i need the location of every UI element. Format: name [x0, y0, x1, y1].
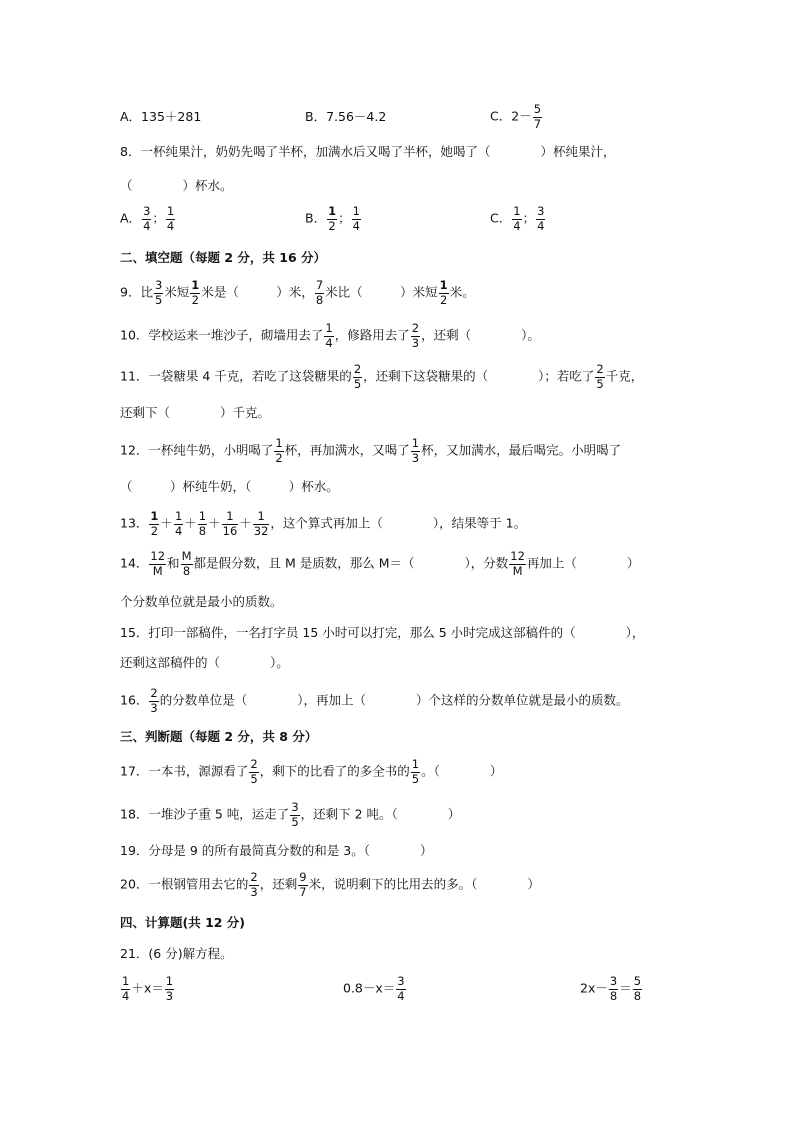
fraction: $\frac{1}{4}$: [166, 204, 175, 233]
question-11-line1: 11．一袋糖果 4 千克，若吃了这袋糖果的 $\frac{2}{5}$ ，还剩下这袋糖果的（ ）；若吃了 $\frac{2}{5}$ 千克，: [120, 362, 644, 391]
fraction: $\frac{5}{8}$: [633, 974, 642, 1003]
fraction: $\frac{1}{2}$: [150, 509, 159, 538]
fraction: $\frac{1}{2}$: [328, 204, 337, 233]
question-14-line2: 个分数单位就是最小的质数。: [120, 594, 283, 609]
fraction: $\frac{1}{4}$: [122, 974, 130, 1003]
fraction: $\frac{3}{4}$: [537, 204, 545, 233]
fraction: $\frac{12}{M}$: [150, 549, 166, 578]
fraction: $\frac{7}{8}$: [315, 278, 324, 307]
equation-2: 0.8－x＝ $\frac{3}{4}$: [343, 974, 405, 1003]
fraction: $\frac{3}{8}$: [609, 974, 618, 1003]
q7-option-a: A．135＋281: [120, 109, 202, 124]
fraction: $\frac{3}{4}$: [397, 974, 405, 1003]
q7-option-c: C．2－ $\frac{5}{7}$: [490, 102, 542, 131]
fraction: $\frac{M}{8}$: [181, 549, 192, 578]
question-18: 18．一堆沙子重 5 吨，运走了 $\frac{3}{5}$ ，还剩下 2 吨。（ ）: [120, 800, 461, 829]
fraction: $\frac{9}{7}$: [299, 870, 307, 899]
question-16: 16． $\frac{2}{3}$ 的分数单位是（ ），再加上（ ）个这样的分数单位就是最小的质数。: [120, 686, 629, 715]
question-14-line1: 14． $\frac{12}{M}$ 和 $\frac{M}{8}$ 都是假分数，且 M 是质数，那么 M＝（ ），分数 $\frac{12}{M}$ 再加上（ ）: [120, 549, 640, 578]
question-8-line2: （ ）杯水。: [120, 178, 233, 193]
fraction: $\frac{1}{5}$: [411, 757, 420, 786]
q7-option-b: B．7.56－4.2: [305, 109, 387, 124]
fraction: $\frac{5}{7}$: [533, 102, 542, 131]
fraction: $\frac{1}{32}$: [253, 509, 269, 538]
fraction: $\frac{1}{4}$: [174, 509, 183, 538]
fraction: $\frac{1}{16}$: [222, 509, 238, 538]
fraction: $\frac{1}{4}$: [352, 204, 360, 233]
question-20: 20．一根钢管用去它的 $\frac{2}{3}$ ，还剩 $\frac{9}{7}$ 米，说明剩下的比用去的多。（ ）: [120, 870, 540, 899]
question-12-line1: 12．一杯纯牛奶，小明喝了 $\frac{1}{2}$ 杯，再加满水，又喝了 $\frac{1}{3}$ 杯，又加满水，最后喝完。小明喝了: [120, 436, 622, 465]
fraction: $\frac{1}{4}$: [513, 204, 521, 233]
section-2-heading: 二、填空题（每题 2 分，共 16 分）: [120, 250, 327, 265]
fraction: $\frac{2}{5}$: [250, 757, 258, 786]
fraction: $\frac{2}{3}$: [250, 870, 258, 899]
question-15-line1: 15．打印一部稿件，一名打字员 15 小时可以打完，那么 5 小时完成这部稿件的（ ），: [120, 625, 645, 640]
question-12-line2: （ ）杯纯牛奶，（ ）杯水。: [120, 479, 339, 494]
fraction: $\frac{3}{5}$: [154, 278, 163, 307]
question-19: 19．分母是 9 的所有最简真分数的和是 3。（ ）: [120, 843, 433, 858]
question-10: 10．学校运来一堆沙子，砌墙用去了 $\frac{1}{4}$ ，修路用去了 $\frac{2}{3}$ ，还剩（ ）。: [120, 321, 540, 350]
question-13: 13． $\frac{1}{2}$ ＋ $\frac{1}{4}$ ＋ $\frac{1}{8}$ ＋ $\frac{1}{16}$ ＋ $\frac{1}{32}$ ，这个算式再加上（ ），结果等于 1。: [120, 509, 527, 538]
fraction: $\frac{1}{2}$: [439, 278, 448, 307]
equation-3: 2x－ $\frac{3}{8}$ ＝ $\frac{5}{8}$: [580, 974, 642, 1003]
fraction: $\frac{12}{M}$: [510, 549, 525, 578]
fraction: $\frac{2}{3}$: [150, 686, 158, 715]
q8-option-c: C． $\frac{1}{4}$ ； $\frac{3}{4}$: [490, 204, 545, 233]
fraction: $\frac{2}{5}$: [596, 362, 604, 391]
q8-option-a: A． $\frac{3}{4}$ ； $\frac{1}{4}$: [120, 204, 175, 233]
fraction: $\frac{2}{5}$: [353, 362, 362, 391]
question-8-line1: 8．一杯纯果汁，奶奶先喝了半杯，加满水后又喝了半杯，她喝了（ ）杯纯果汁，: [120, 144, 616, 159]
fraction: $\frac{3}{5}$: [291, 800, 299, 829]
question-21: 21．(6 分)解方程。: [120, 946, 233, 961]
fraction: $\frac{1}{3}$: [411, 436, 420, 465]
fraction: $\frac{1}{3}$: [165, 974, 174, 1003]
question-11-line2: 还剩下（ ）千克。: [120, 405, 271, 420]
fraction: $\frac{3}{4}$: [143, 204, 151, 233]
question-9: 9．比 $\frac{3}{5}$ 米短 $\frac{1}{2}$ 米是（ ）米， $\frac{7}{8}$ 米比（ ）米短 $\frac{1}{2}$ 米。: [120, 278, 475, 307]
equation-1: $\frac{1}{4}$ ＋x＝ $\frac{1}{3}$: [122, 974, 174, 1003]
section-4-heading: 四、计算题(共 12 分): [120, 915, 246, 930]
question-15-line2: 还剩这部稿件的（ ）。: [120, 655, 289, 670]
section-3-heading: 三、判断题（每题 2 分，共 8 分）: [120, 729, 318, 744]
q8-option-b: B． $\frac{1}{2}$ ； $\frac{1}{4}$: [305, 204, 360, 233]
fraction: $\frac{1}{2}$: [275, 436, 283, 465]
fraction: $\frac{1}{2}$: [191, 278, 200, 307]
question-17: 17．一本书，源源看了 $\frac{2}{5}$ ，剩下的比看了的多全书的 $\frac{1}{5}$ 。（ ）: [120, 757, 503, 786]
fraction: $\frac{1}{4}$: [325, 321, 333, 350]
fraction: $\frac{2}{3}$: [411, 321, 420, 350]
fraction: $\frac{1}{8}$: [198, 509, 207, 538]
